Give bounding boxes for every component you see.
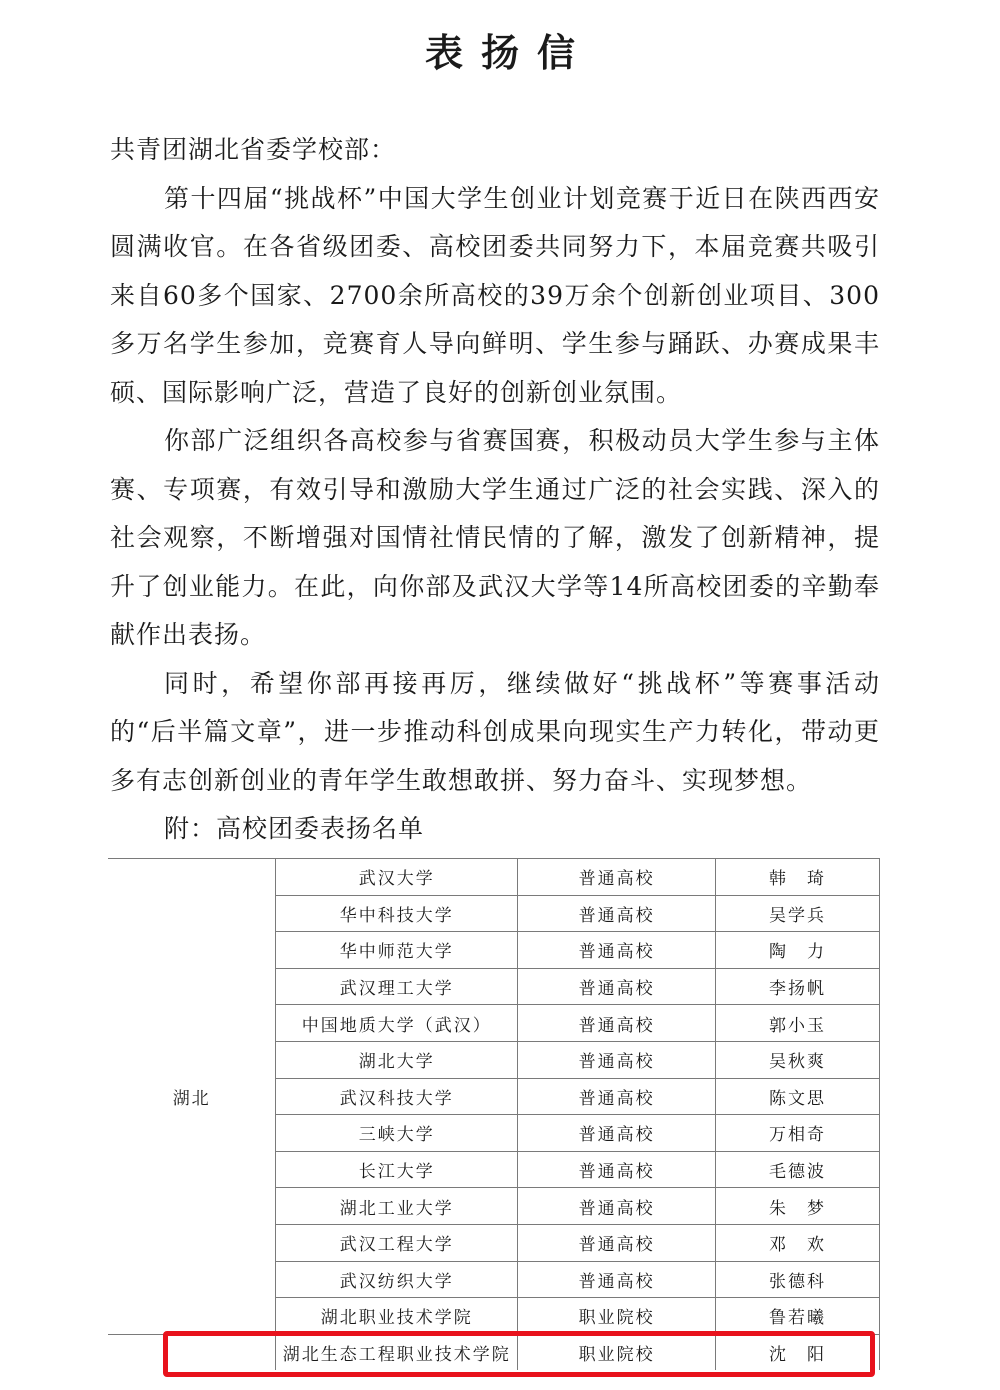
school-cell: 中国地质大学（武汉）: [276, 1005, 518, 1042]
type-cell: 职业院校: [518, 1334, 716, 1370]
school-cell: 华中科技大学: [276, 895, 518, 932]
page-title: 表扬信: [424, 31, 593, 75]
type-cell: 普通高校: [518, 1041, 716, 1078]
name-cell: 郭小玉: [716, 1005, 880, 1042]
type-cell: 职业院校: [518, 1298, 716, 1335]
school-cell: 武汉大学: [276, 859, 518, 896]
school-cell: 长江大学: [276, 1151, 518, 1188]
school-cell: 武汉科技大学: [276, 1078, 518, 1115]
school-cell: 湖北大学: [276, 1041, 518, 1078]
paragraph-1: 第十四届“挑战杯”中国大学生创业计划竞赛于近日在陕西西安圆满收官。在各省级团委、高校团委共同努力下，本届竞赛共吸引来自60多个国家、2700余所高校的39万余个创新创业项目、300多万名学生参加，竞赛育人导向鲜明、学生参与踊跃、办赛成果丰硕、国际影响广泛，营造了良好的创新创业氛围。: [110, 183, 880, 407]
name-cell: 吴秋爽: [716, 1041, 880, 1078]
type-cell: 普通高校: [518, 1188, 716, 1225]
name-cell: 万相奇: [716, 1115, 880, 1152]
name-cell: 陈文思: [716, 1078, 880, 1115]
name-cell: 陶 力: [716, 932, 880, 969]
commendation-table: [108, 858, 880, 1370]
name-cell: 毛德波: [716, 1151, 880, 1188]
letter-body: [110, 126, 880, 854]
school-cell: 湖北生态工程职业技术学院: [276, 1334, 518, 1370]
name-cell: 沈 阳: [716, 1334, 880, 1370]
name-cell: 邓 欢: [716, 1224, 880, 1261]
name-cell: 韩 琦: [716, 859, 880, 896]
province-cell-empty: [108, 1334, 276, 1370]
type-cell: 普通高校: [518, 1115, 716, 1152]
school-cell: 湖北职业技术学院: [276, 1298, 518, 1335]
paragraph-2: 你部广泛组织各高校参与省赛国赛，积极动员大学生参与主体赛、专项赛，有效引导和激励大学生通过广泛的社会实践、深入的社会观察，不断增强对国情社情民情的了解，激发了创新精神，提升了创业能力。在此，向你部及武汉大学等14所高校团委的辛勤奉献作出表扬。: [110, 426, 880, 649]
type-cell: 普通高校: [518, 895, 716, 932]
type-cell: 普通高校: [518, 1224, 716, 1261]
name-cell: 吴学兵: [716, 895, 880, 932]
school-cell: 湖北工业大学: [276, 1188, 518, 1225]
paragraph-3: 同时，希望你部再接再厉，继续做好“挑战杯”等赛事活动的“后半篇文章”，进一步推动科创成果向现实生产力转化，带动更多有志创新创业的青年学生敢想敢拼、努力奋斗、实现梦想。: [110, 668, 880, 795]
table-row: [108, 859, 880, 896]
name-cell: 鲁若曦: [716, 1298, 880, 1335]
name-cell: 李扬帆: [716, 968, 880, 1005]
type-cell: 普通高校: [518, 932, 716, 969]
type-cell: 普通高校: [518, 1151, 716, 1188]
salutation: 共青团湖北省委学校部：: [110, 135, 397, 164]
name-cell: 张德科: [716, 1261, 880, 1298]
type-cell: 普通高校: [518, 859, 716, 896]
school-cell: 武汉工程大学: [276, 1224, 518, 1261]
attachment-note: 附：高校团委表扬名单: [164, 814, 425, 843]
school-cell: 三峡大学: [276, 1115, 518, 1152]
table-row: [108, 1334, 880, 1370]
type-cell: 普通高校: [518, 1005, 716, 1042]
type-cell: 普通高校: [518, 1078, 716, 1115]
school-cell: 华中师范大学: [276, 932, 518, 969]
school-cell: 武汉纺织大学: [276, 1261, 518, 1298]
province-cell: 湖北: [108, 859, 276, 1335]
school-cell: 武汉理工大学: [276, 968, 518, 1005]
type-cell: 普通高校: [518, 1261, 716, 1298]
type-cell: 普通高校: [518, 968, 716, 1005]
name-cell: 朱 梦: [716, 1188, 880, 1225]
